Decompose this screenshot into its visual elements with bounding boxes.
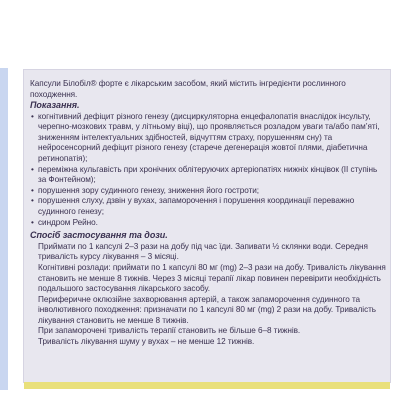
dosage-paragraph: Приймати по 1 капсулі 2–3 рази на добу під час їди. Запивати ½ склянки води. Середня тривалість курсу лікування – 3 місяці. bbox=[38, 241, 368, 262]
indication-item: • синдром Рейно. bbox=[30, 218, 386, 229]
indications-heading: Показання. bbox=[30, 100, 80, 111]
bottom-decor-strip bbox=[24, 382, 390, 389]
leaflet-text bbox=[30, 79, 386, 348]
intro-text: Капсули Білобіл® форте є лікарським засобом, який містить інгредієнти рослинного походження. bbox=[30, 79, 346, 99]
indication-item: • когнітивний дефіцит різного генезу (дисциркуляторна енцефалопатія внаслідок інсульту, черепно-мозкових травм, у літньому віці), що проявляється розладом уваги та/або пам’яті, зниженням інтелектуальних здібностей, відчуттям страху, порушенням сну) та нейросенсорний дефіцит різного генезу (старече дегенерація жовтої плями, діабетична ретинопатія); bbox=[30, 112, 386, 165]
dosage-paragraph: При запаморочені тривалість терапії становить не більше 6–8 тижнів. bbox=[38, 326, 301, 336]
dosage-paragraph: Тривалість лікування шуму у вухах – не менше 12 тижнів. bbox=[38, 337, 255, 347]
dosage-heading: Спосіб застосування та дози. bbox=[30, 230, 168, 241]
indication-item: • порушення зору судинного генезу, зниження його гостроти; bbox=[30, 186, 386, 197]
dosage-paragraph: Когнітивні розлади: приймати по 1 капсулі 80 мг (mg) 2–3 рази на добу. Тривалість лікування становить не менше 8 тижнів. Через 3 місяці терапії лікар повинен перевірити необхідність подальшого застосування лікарського засобу. bbox=[38, 262, 386, 294]
dosage-paragraph: Периферичне оклюзійне захворювання артерій, а також запаморочення судинного та інволютивного походження: призначати по 1 капсулі 80 мг (mg) 2 рази на добу. Тривалість лікування становить не менше 8 тижнів. bbox=[38, 294, 377, 325]
indication-item: • переміжна кульгавість при хронічних облітеруючих артеріопатіях нижніх кінцівок (II ступінь за Фонтейном); bbox=[30, 165, 386, 186]
side-decor-stripe bbox=[0, 68, 8, 390]
indication-item: • порушення слуху, дзвін у вухах, запаморочення і порушення координації переважно судинного генезу; bbox=[30, 196, 386, 217]
